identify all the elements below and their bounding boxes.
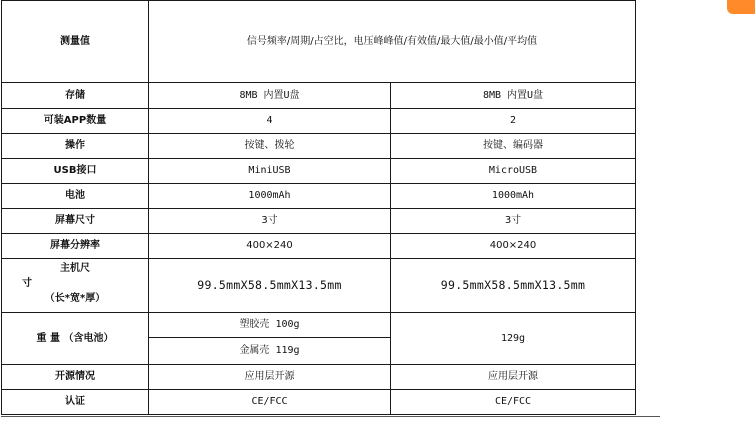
operation-label: 操作: [2, 134, 149, 159]
apps-label: 可装APP数量: [2, 109, 149, 134]
weight-value-a-plastic: 塑胶壳 100g: [149, 313, 391, 338]
certification-value-b: CE/FCC: [391, 390, 636, 415]
battery-label: 电池: [2, 184, 149, 209]
bottom-divider: [1, 416, 660, 417]
row-battery: [2, 184, 636, 209]
storage-label: 存储: [2, 83, 149, 109]
row-open-source: [2, 365, 636, 390]
weight-label: 重 量 （含电池）: [2, 313, 149, 365]
resolution-label: 屏幕分辨率: [2, 234, 149, 259]
storage-value-a: 8MB 内置U盘: [149, 83, 391, 109]
row-weight-plastic: [2, 313, 636, 338]
row-measure: [2, 1, 636, 83]
resolution-value-a: 400×240: [149, 234, 391, 259]
spec-comparison-table: [1, 0, 636, 415]
open-source-value-a: 应用层开源: [149, 365, 391, 390]
dimensions-value-b: 99.5mmX58.5mmX13.5mm: [391, 259, 636, 313]
resolution-value-b: 400×240: [391, 234, 636, 259]
row-resolution: [2, 234, 636, 259]
row-usb: [2, 159, 636, 184]
orange-corner-tab: [727, 0, 755, 14]
row-storage: [2, 83, 636, 109]
storage-value-b: 8MB 内置U盘: [391, 83, 636, 109]
operation-value-a: 按键、拨轮: [149, 134, 391, 159]
apps-value-a: 4: [149, 109, 391, 134]
screen-size-value-a: 3寸: [149, 209, 391, 234]
open-source-value-b: 应用层开源: [391, 365, 636, 390]
screen-size-label: 屏幕尺寸: [2, 209, 149, 234]
weight-value-a-metal: 金属壳 119g: [149, 338, 391, 365]
row-certification: [2, 390, 636, 415]
battery-value-a: 1000mAh: [149, 184, 391, 209]
usb-value-a: MiniUSB: [149, 159, 391, 184]
certification-value-a: CE/FCC: [149, 390, 391, 415]
dimensions-label: [2, 259, 149, 313]
row-screen-size: [2, 209, 636, 234]
dimensions-value-a: 99.5mmX58.5mmX13.5mm: [149, 259, 391, 313]
dimensions-label-line3: （长*宽*厚）: [44, 293, 106, 304]
dimensions-label-line2: 寸: [22, 278, 32, 289]
row-apps: [2, 109, 636, 134]
apps-value-b: 2: [391, 109, 636, 134]
measure-value: 信号频率/周期/占空比，电压峰峰值/有效值/最大值/最小值/平均值: [149, 1, 636, 83]
usb-value-b: MicroUSB: [391, 159, 636, 184]
battery-value-b: 1000mAh: [391, 184, 636, 209]
row-operation: [2, 134, 636, 159]
operation-value-b: 按键、编码器: [391, 134, 636, 159]
certification-label: 认证: [2, 390, 149, 415]
screen-size-value-b: 3寸: [391, 209, 636, 234]
measure-label: 测量值: [2, 1, 149, 83]
open-source-label: 开源情况: [2, 365, 149, 390]
row-dimensions: [2, 259, 636, 313]
usb-label: USB接口: [2, 159, 149, 184]
weight-value-b: 129g: [391, 313, 636, 365]
dimensions-label-line1: 主机尺: [60, 263, 90, 274]
